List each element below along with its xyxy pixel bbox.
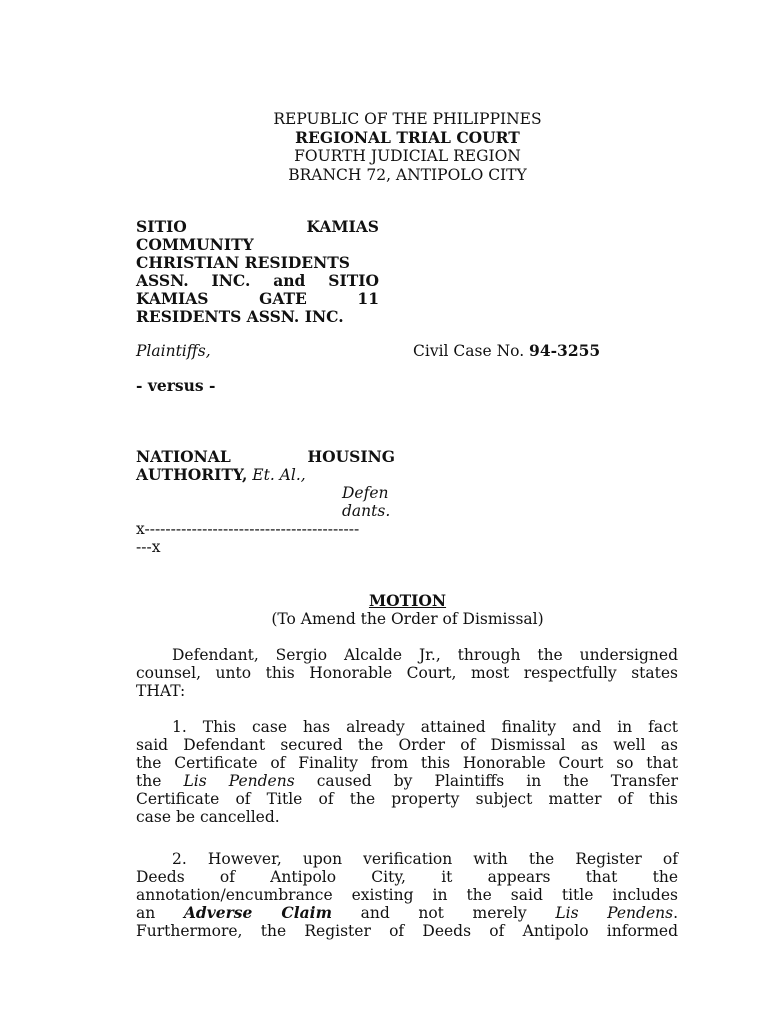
court-heading <box>0 110 768 184</box>
plaintiff-line: RESIDENTS ASSN. INC. <box>136 307 344 326</box>
p2-line-4-a: an <box>136 904 184 922</box>
intro-paragraph <box>136 646 678 700</box>
versus-label: - versus - <box>136 376 216 395</box>
heading-region: FOURTH JUDICIAL REGION <box>294 147 521 165</box>
p2-line-4-e: . <box>673 904 678 922</box>
defendants-names <box>136 448 395 484</box>
p2-line-2: Deeds of Antipolo City, it appears that the <box>136 868 678 886</box>
separator-line-1: x----------------------------------------- <box>136 520 360 538</box>
caption-separator <box>136 520 395 556</box>
defendant-line <box>136 466 395 484</box>
motion-title <box>0 592 768 628</box>
defendants-label <box>342 484 394 520</box>
p1-line-4-a: the <box>136 772 184 790</box>
p2-line-4 <box>136 904 678 922</box>
p1-line-5: Certificate of Title of the property subject matter of this <box>136 790 678 808</box>
plaintiff-line: SITIO KAMIAS <box>136 217 379 236</box>
defendant-etal: Et. Al., <box>247 466 306 484</box>
intro-line-3: THAT: <box>136 682 186 700</box>
p1-line-1: 1. This case has already attained finality and in fact <box>172 718 678 736</box>
defendant-name: AUTHORITY, <box>136 465 248 484</box>
case-label: Civil Case No. <box>413 342 530 360</box>
p2-line-3: annotation/encumbrance existing in the said title includes <box>136 886 678 904</box>
paragraph-1 <box>136 718 678 826</box>
p1-line-2: said Defendant secured the Order of Dismissal as well as <box>136 736 678 754</box>
heading-republic: REPUBLIC OF THE PHILIPPINES <box>273 110 542 128</box>
p1-line-4-c: caused by Plaintiffs in the Transfer <box>294 772 679 790</box>
case-number: 94-3255 <box>529 341 601 360</box>
p1-line-3: the Certificate of Finality from this Honorable Court so that <box>136 754 678 772</box>
separator-line-2: ---x <box>136 538 161 556</box>
plaintiff-line: ASSN. INC. and SITIO <box>136 271 379 290</box>
plaintiffs-label: Plaintiffs, <box>136 342 211 360</box>
lis-pendens-term: Lis Pendens <box>555 904 674 922</box>
defendants-label-2: dants. <box>342 502 391 520</box>
lis-pendens-term: Lis Pendens <box>183 772 295 790</box>
p1-line-4 <box>136 772 678 790</box>
heading-court: REGIONAL TRIAL COURT <box>295 127 520 147</box>
defendant-line: NATIONAL HOUSING <box>136 447 395 466</box>
motion-title-main: MOTION <box>368 591 447 610</box>
motion-title-sub: (To Amend the Order of Dismissal) <box>271 610 544 628</box>
plaintiffs-names <box>136 218 379 326</box>
p2-line-1: 2. However, upon verification with the Register of <box>172 850 678 868</box>
p2-line-5: Furthermore, the Register of Deeds of Antipolo informed <box>136 922 678 940</box>
intro-line-2: counsel, unto this Honorable Court, most respectfully states <box>136 664 678 682</box>
plaintiff-line: KAMIAS GATE 11 <box>136 289 379 308</box>
intro-line-1: Defendant, Sergio Alcalde Jr., through the undersigned <box>172 646 678 664</box>
heading-branch: BRANCH 72, ANTIPOLO CITY <box>288 165 527 184</box>
paragraph-2 <box>136 850 678 940</box>
plaintiff-line: COMMUNITY <box>136 235 254 254</box>
p2-line-4-c: and not merely <box>331 904 556 922</box>
defendants-label-1: Defen <box>342 484 389 502</box>
adverse-claim-term: Adverse Claim <box>183 903 332 922</box>
plaintiff-line: CHRISTIAN RESIDENTS <box>136 253 350 272</box>
case-number-line <box>413 342 600 360</box>
p1-line-6: case be cancelled. <box>136 808 280 826</box>
